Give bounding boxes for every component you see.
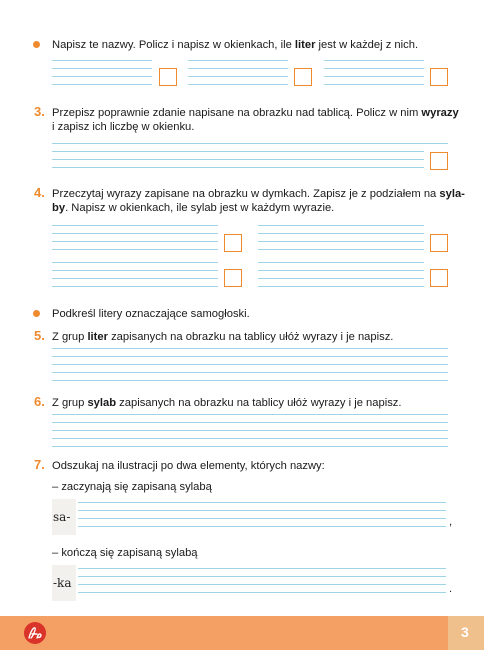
count-box[interactable] (430, 68, 448, 86)
exercise-number-4: 4. (34, 185, 45, 200)
instruction-4-line2: by. Napisz w okienkach, ile sylab jest w każdym wyrazie. (52, 202, 335, 214)
instruction-underline: Podkreśl litery oznaczające samogłoski. (52, 308, 250, 320)
prefix-ka: -ka (53, 576, 72, 590)
page-number: 3 (461, 624, 469, 640)
prefix-sa: sa- (53, 510, 71, 524)
exercise-number-3: 3. (34, 104, 45, 119)
count-box[interactable] (224, 234, 242, 252)
instruction-3-line2: i zapisz ich liczbę w okienku. (52, 121, 195, 133)
instruction-1: Napisz te nazwy. Policz i napisz w okienkach, ile liter jest w każdej z nich. (52, 39, 419, 51)
page-footer (0, 616, 484, 650)
exercise-number-6: 6. (34, 394, 45, 409)
instruction-5: Z grup liter zapisanych na obrazku na tablicy ułóż wyrazy i je napisz. (52, 331, 394, 343)
instruction-4-line1: Przeczytaj wyrazy zapisane na obrazku w dymkach. Zapisz je z podziałem na syla- (52, 188, 465, 200)
instruction-6: Z grup sylab zapisanych na obrazku na tablicy ułóż wyrazy i je napisz. (52, 397, 402, 409)
period: . (449, 583, 453, 595)
publisher-logo-icon (24, 622, 46, 644)
exercise-number-5: 5. (34, 328, 45, 343)
count-box[interactable] (294, 68, 312, 86)
comma: , (449, 516, 453, 528)
count-box[interactable] (430, 234, 448, 252)
count-box[interactable] (224, 269, 242, 287)
instruction-7-sub1: – zaczynają się zapisaną sylabą (52, 481, 212, 493)
count-box[interactable] (430, 269, 448, 287)
bullet-icon (33, 310, 40, 317)
exercise-number-7: 7. (34, 457, 45, 472)
instruction-7: Odszukaj na ilustracji po dwa elementy, których nazwy: (52, 460, 325, 472)
instruction-3-line1: Przepisz poprawnie zdanie napisane na obrazku nad tablicą. Policz w nim wyrazy (52, 107, 459, 119)
count-box[interactable] (430, 152, 448, 170)
bullet-icon (33, 41, 40, 48)
count-box[interactable] (159, 68, 177, 86)
instruction-7-sub2: – kończą się zapisaną sylabą (52, 547, 198, 559)
